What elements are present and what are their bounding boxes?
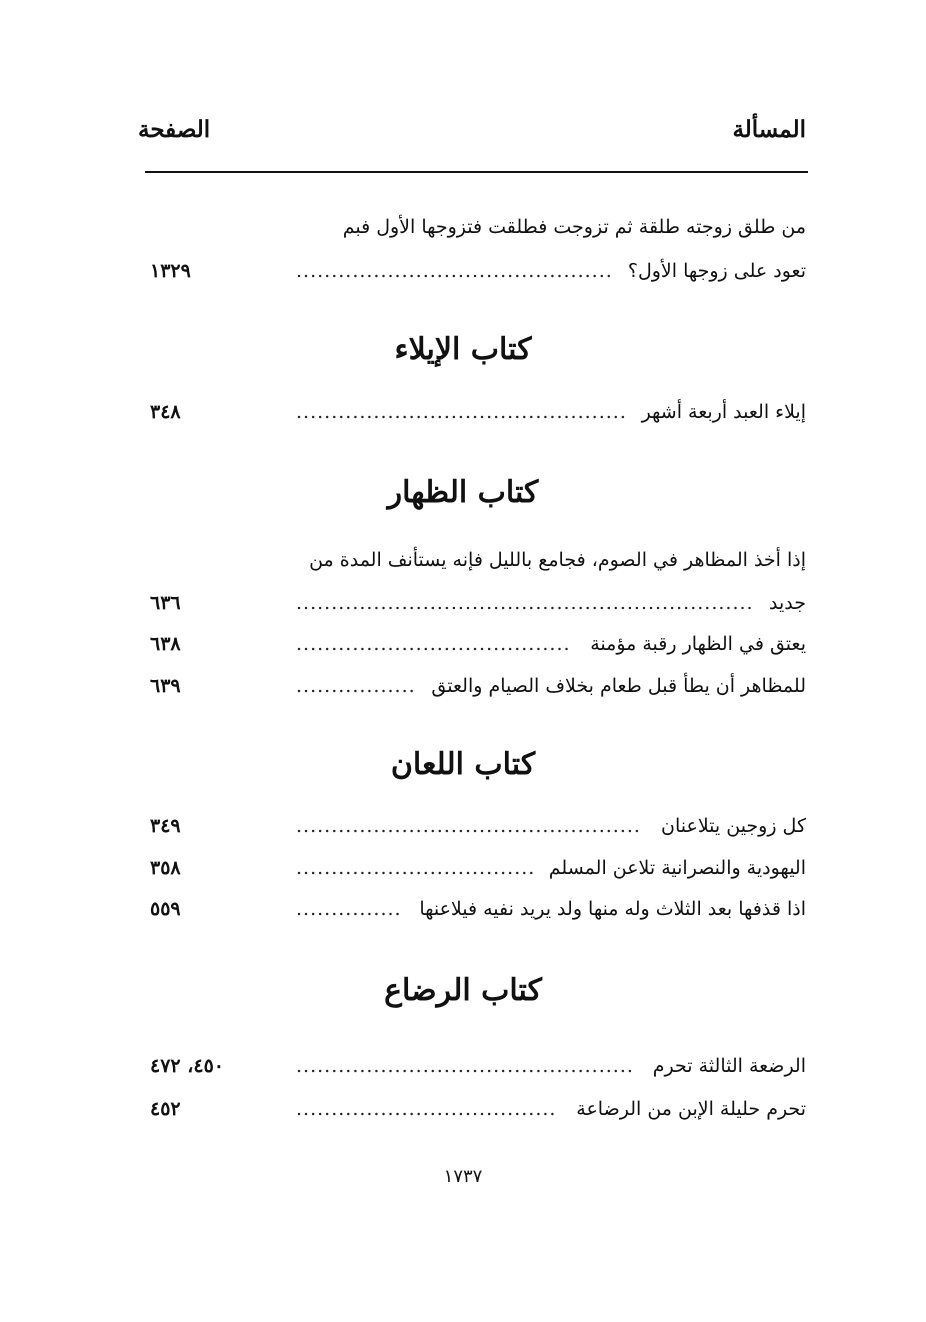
leader-dots: ....................................... (296, 633, 571, 655)
question-column-header: المسألة (732, 116, 806, 143)
entry-page-number: ٣٤٨ (150, 401, 181, 423)
entry-page-number: ٦٣٨ (150, 633, 181, 655)
entry-line (296, 392, 806, 432)
entry-page-number: ٤٥٢ (150, 1098, 181, 1120)
entry-line (296, 848, 806, 888)
leader-dots: ..................................... (296, 1098, 557, 1120)
leader-dots: ............... (296, 898, 402, 920)
leader-dots: ................. (296, 675, 416, 697)
leader-dots: ................................................ (296, 1055, 634, 1077)
entry-page-number: ٣٥٨ (150, 857, 181, 879)
section-title: كتاب الرضاع (384, 973, 542, 1008)
leader-dots: .................................. (296, 857, 536, 879)
entry-text: تعود على زوجها الأول؟ (627, 260, 806, 282)
section-title: كتاب الظهار (387, 475, 539, 510)
entry-page-number: ٣٤٩ (150, 815, 181, 837)
entry-line (296, 1046, 806, 1086)
entry-page-number: ٤٥٠، ٤٧٢ (150, 1055, 224, 1077)
leader-dots: ............................................... (296, 401, 627, 423)
leader-dots: ................................................. (296, 815, 641, 837)
entry-text: إيلاء العبد أربعة أشهر (641, 401, 806, 423)
entry-text: إذا أخذ المظاهر في الصوم، فجامع بالليل فإنه يستأنف المدة من (309, 549, 806, 571)
entry-line (296, 207, 806, 247)
entry-page-number: ١٣٢٩ (150, 260, 191, 282)
entry-line (296, 251, 806, 291)
entry-text: كل زوجين يتلاعنان (661, 815, 806, 837)
leader-dots: ............................................. (296, 260, 613, 282)
page-number: ١٧٣٧ (443, 1166, 483, 1187)
entry-page-number: ٦٣٩ (150, 675, 181, 697)
entry-text: جديد (769, 592, 806, 614)
entry-page-number: ٥٥٩ (150, 898, 181, 920)
entry-line (296, 540, 806, 580)
entry-line (296, 1089, 806, 1129)
entry-line (296, 624, 806, 664)
leader-dots: ................................................................. (296, 592, 754, 614)
entry-text: اذا قذفها بعد الثلاث وله منها ولد يريد نفيه فيلاعنها (419, 898, 806, 920)
section-title: كتاب الإيلاء (394, 332, 532, 367)
entry-text: اليهودية والنصرانية تلاعن المسلم (548, 857, 806, 879)
entry-text: تحرم حليلة الإبن من الرضاعة (576, 1098, 806, 1120)
header-rule (145, 171, 808, 173)
entry-text: من طلق زوجته طلقة ثم تزوجت فطلقت فتزوجها الأول فبم (342, 216, 806, 238)
entry-page-number: ٦٣٦ (150, 592, 181, 614)
entry-text: للمظاهر أن يطأ قبل طعام بخلاف الصيام والعتق (431, 675, 806, 697)
entry-text: يعتق في الظهار رقبة مؤمنة (590, 633, 806, 655)
entry-text: الرضعة الثالثة تحرم (652, 1055, 806, 1077)
section-title: كتاب اللعان (390, 747, 536, 782)
entry-line (296, 666, 806, 706)
entry-line (296, 806, 806, 846)
entry-line (296, 889, 806, 929)
page-column-header: الصفحة (138, 116, 211, 143)
entry-line (296, 583, 806, 623)
